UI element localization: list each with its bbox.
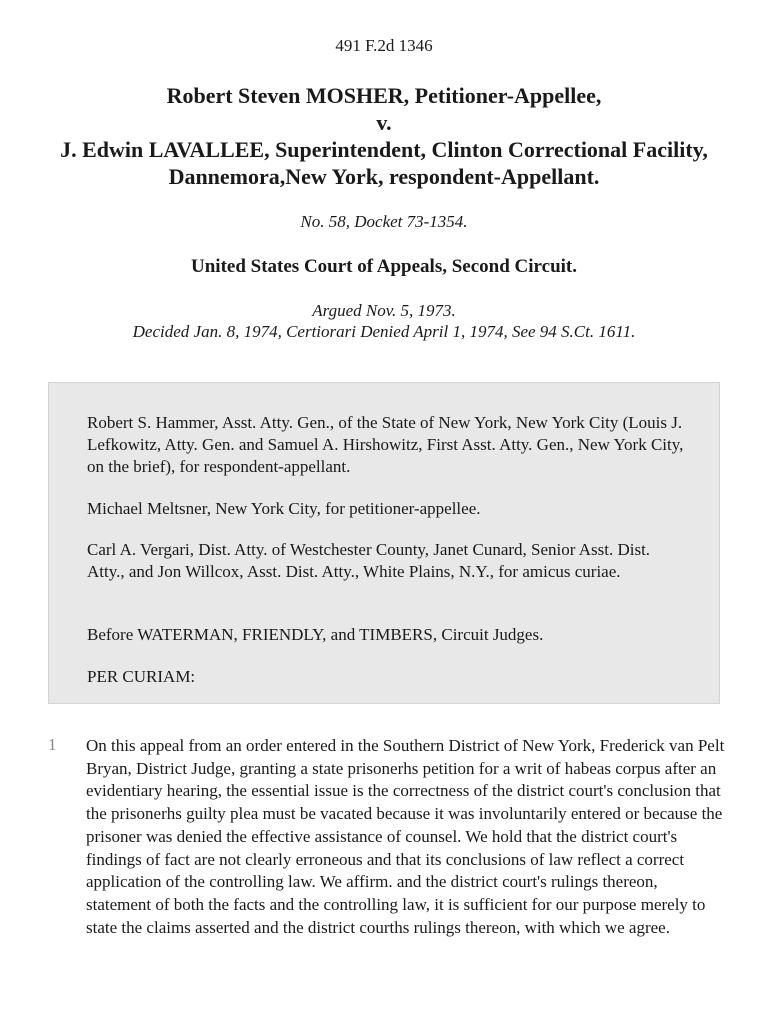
counsel-box [48, 382, 720, 704]
decided-date: Decided Jan. 8, 1974, Certiorari Denied April 1, 1974, See 94 S.Ct. 1611. [132, 322, 636, 341]
caption-respondent: J. Edwin LAVALLEE, Superintendent, Clinton Correctional Facility, Dannemora,New York, respondent-Appellant. [60, 137, 708, 189]
counsel-amicus: Carl A. Vergari, Dist. Atty. of Westchester County, Janet Cunard, Senior Asst. Dist. Atty., and Jon Willcox, Asst. Dist. Atty., White Plains, N.Y., for amicus curiae. [87, 540, 651, 581]
paragraph-number: 1 [48, 735, 57, 754]
counsel-petitioner: Michael Meltsner, New York City, for petitioner-appellee. [87, 499, 481, 518]
panel-judges: Before WATERMAN, FRIENDLY, and TIMBERS, Circuit Judges. [87, 625, 544, 644]
case-caption [30, 82, 738, 190]
caption-petitioner: Robert Steven MOSHER, Petitioner-Appellee, [166, 83, 602, 108]
per-curiam-label: PER CURIAM: [87, 667, 196, 686]
counsel-respondent: Robert S. Hammer, Asst. Atty. Gen., of the State of New York, New York City (Louis J. Lefkowitz, Atty. Gen. and Samuel A. Hirshowitz, First Asst. Atty. Gen., New York City, on the brief), for respondent-appellant. [87, 413, 684, 476]
citation: 491 F.2d 1346 [335, 36, 433, 55]
case-dates [120, 300, 648, 342]
caption-versus: v. [376, 110, 392, 135]
docket-number: No. 58, Docket 73-1354. [300, 212, 468, 231]
opinion-paragraph: On this appeal from an order entered in the Southern District of New York, Frederick van Pelt Bryan, District Judge, granting a state prisonerhs petition for a writ of habeas corpus after an evidentiary hearing, the essential issue is the correctness of the district court's conclusion that the prisonerhs guilty plea must be vacated because it was involuntarily entered or because the prisoner was denied the effective assistance of counsel. We hold that the district court's findings of fact are not clearly erroneous and that its conclusions of law reflect a correct application of the controlling law. We affirm. and the district court's rulings thereon, statement of both the facts and the controlling law, it is sufficient for our purpose merely to state the claims asserted and the district courths rulings thereon, with which we agree. [86, 736, 725, 937]
argued-date: Argued Nov. 5, 1973. [312, 301, 456, 320]
court-name: United States Court of Appeals, Second Circuit. [191, 256, 577, 277]
